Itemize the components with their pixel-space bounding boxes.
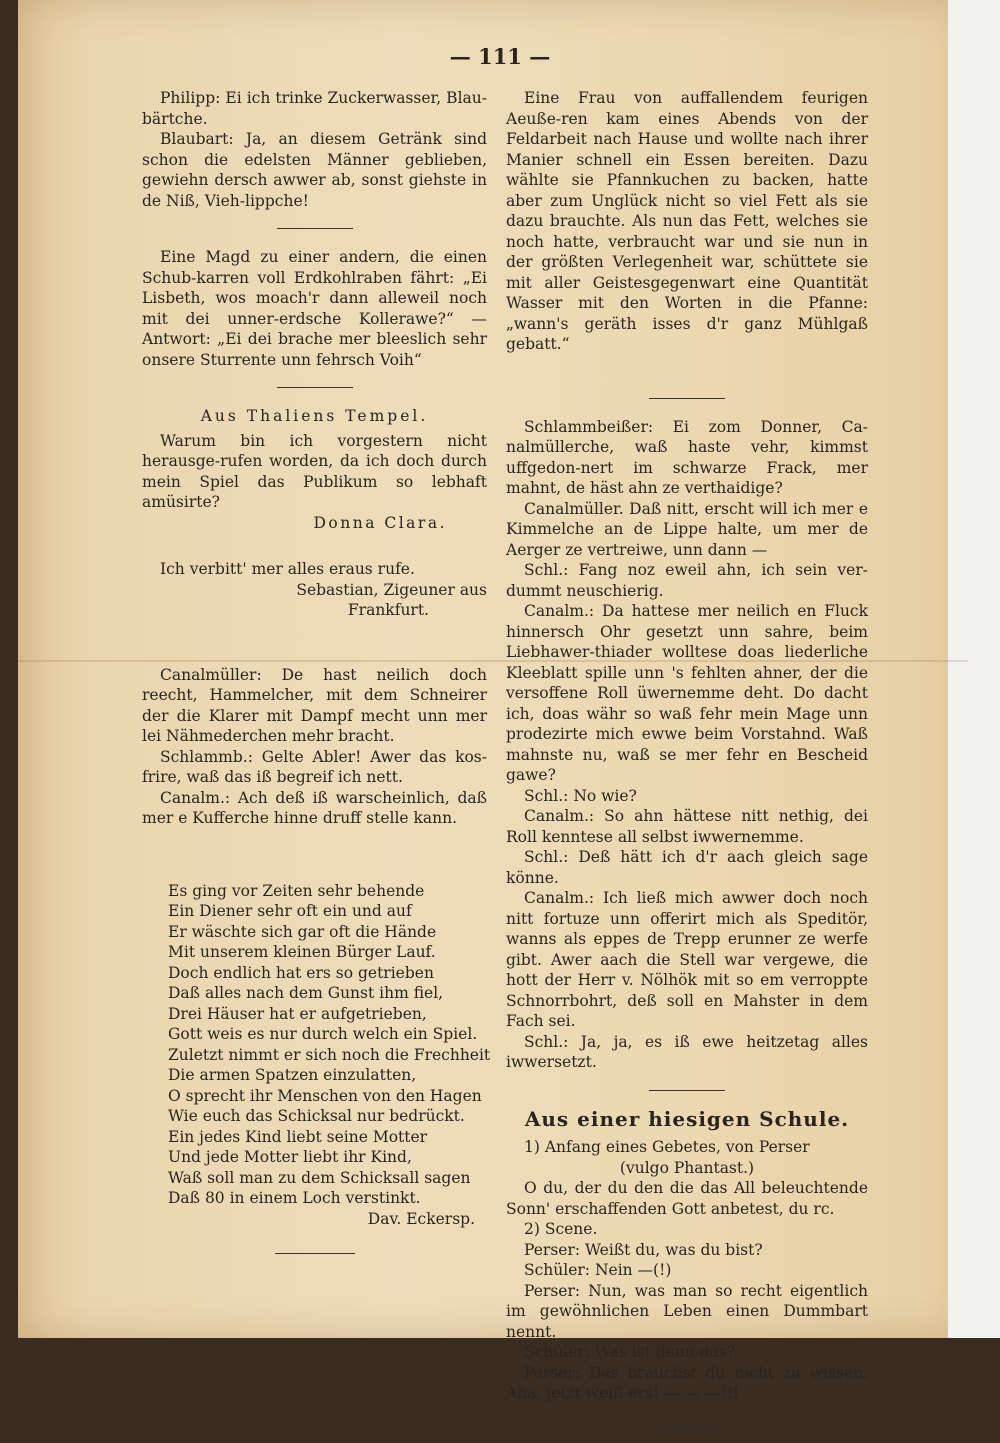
school-prayer: O du, der du den die das All beleuchtende Sonn' erschaffenden Gott anbetest, du rc. — [506, 1179, 868, 1218]
school-item-note: (vulgo Phantast.) — [619, 1158, 755, 1177]
thalia-text: Warum bin ich vorgestern nicht herausge-rufen worden, da ich doch durch mein Spiel das Publikum so lebhaft amüsirte? — [142, 431, 487, 511]
page-number: — 111 — — [449, 44, 551, 69]
poem — [168, 881, 491, 1209]
dialog-line: Canalmüller: De hast neilich doch reecht, Hammelcher, mit dem Schneirer der die Klarer mit Dampf mecht unn mer lei Nähmederchen mehr bracht. — [142, 665, 487, 745]
section-divider — [649, 398, 725, 399]
signature: Dav. Eckersp. — [367, 1209, 475, 1228]
section-divider — [277, 387, 353, 388]
section-divider — [277, 228, 353, 229]
poem-line: Es ging vor Zeiten sehr behende — [168, 881, 425, 900]
magd-anecdote: Eine Magd zu einer andern, die einen Schub-karren voll Erdkohlraben fährt: „Ei Lisbeth, wos moach'r dann alleweil noch mit dei unner-erdsche Kollerawe?“ — Antwort: „Ei dei brache mer bleeslich sehr onsere Sturrente unn fehrsch Voih“ — [142, 248, 487, 369]
dialog-line: Perser: Nun, was man so recht eigentlich im gewöhnlichen Leben einen Dummbart nennt. — [506, 1281, 868, 1341]
section-divider — [275, 1253, 355, 1254]
section-divider — [649, 1090, 725, 1091]
dialog-line: Canalm.: Ach deß iß warscheinlich, daß mer e Kufferche hinne druff stelle kann. — [142, 788, 487, 827]
poem-line: Daß 80 in einem Loch verstinkt. — [168, 1189, 421, 1207]
poem-line: O sprecht ihr Menschen von den Hagen — [168, 1086, 482, 1105]
dialog-line: Schlammbeißer: Ei zom Donner, Ca-nalmüllerche, waß haste vehr, kimmst uffgedon-nert im schwarze Frack, mer mahnt, de häst ahn ze verthaidige? — [506, 417, 868, 497]
dialog-line: Schüler: Was ist denn das? — [524, 1343, 736, 1361]
dialog-line: Canalm.: So ahn hättese nitt nethig, dei Roll kenntese all selbst iwwernemme. — [506, 807, 868, 846]
poem-line: Waß soll man zu dem Schicksall sagen — [168, 1168, 471, 1187]
section-heading: Aus einer hiesigen Schule. — [524, 1106, 850, 1131]
dialog-line: Perser: Weißt du, was du bist? — [524, 1240, 763, 1259]
poem-line: Daß alles nach dem Gunst ihm fiel, — [168, 984, 444, 1002]
dialog-line: Philipp: Ei ich trinke Zuckerwasser, Blau-bärtche. — [142, 89, 487, 128]
poem-line: Ein Diener sehr oft ein und auf — [168, 902, 412, 920]
dialog-line: Schl.: Fang noz eweil ahn, ich sein ver-dummt neuschierig. — [506, 561, 868, 600]
frau-anecdote: Eine Frau von auffallendem feurigen Aeuße-ren kam eines Abends von der Feldarbeit nach Hause und wollte nach ihrer Manier schnell ein Essen bereiten. Dazu wählte sie Pfannkuchen zu backen, hatte aber zum Unglück nicht so viel Fett als sie dazu brauchte. Als nun das Fett, welches sie noch hatte, verbraucht war und sie nun in der größten Verlegenheit war, schüttete sie mit aller Geistesgegenwart eine Quantität Wasser mit den Worten in die Pfanne: „wann's geräth isses d'r ganz Mühlgaß gebatt.“ — [506, 89, 868, 353]
dialog-line: Canalm.: Ich ließ mich awwer doch noch nitt fortuze unn offerirt mich als Speditör, wanns als eppes de Trepp erunner ze werfe gibt. Awer aach die Stell war vergewe, die hott der Herr v. Nölhök mit so em verroppte Schnorrbohrt, deß soll en Mahster in dem Fach sei. — [506, 889, 868, 1030]
poem-line: Gott weis es nur durch welch ein Spiel. — [168, 1025, 478, 1043]
section-divider — [649, 1424, 725, 1425]
dialog-line: Schüler: Nein —(!) — [524, 1261, 672, 1279]
poem-line: Die armen Spatzen einzulatten, — [168, 1066, 417, 1084]
dialog-line: Schl.: No wie? — [524, 786, 637, 805]
poem-line: Und jede Motter liebt ihr Kind, — [168, 1148, 412, 1166]
poem-line: Drei Häuser hat er aufgetrieben, — [168, 1004, 427, 1023]
poem-line: Ein jedes Kind liebt seine Motter — [168, 1127, 428, 1146]
left-column — [142, 88, 491, 1272]
right-column — [506, 88, 868, 1443]
dialog-line: Blaubart: Ja, an diesem Getränk sind schon die edelsten Männer geblieben, gewiehn dersch awwer ab, sonst giehste in de Niß, Vieh-lippche! — [142, 130, 487, 210]
dialog-line: Canalm.: Da hattese mer neilich en Fluck hinnersch Ohr gesetzt unn sahre, beim Liebhawer-thiader wolltese doas liederliche Kleeblatt spille unn 's fehlten ahner, der die versoffene Roll üwernemme deht. Do dacht ich, doas währ so waß fehr mein Mage unn prodezirte mich ewwe beim Vorstahnd. Waß mahnste nu, waß se mer fehr en Bescheid gawe? — [506, 602, 868, 784]
zigeuner-text: Ich verbitt' mer alles eraus rufe. — [160, 560, 415, 578]
section-heading: Aus Thaliens Tempel. — [200, 407, 429, 425]
signature: Donna Clara. — [313, 513, 447, 532]
dialog-line: Perser: Das brauchst du nicht zu wissen. Aha, jetzt weiß ers! — — —!!! — [506, 1363, 868, 1402]
school-item: 2) Scene. — [524, 1220, 598, 1238]
dialog-line: Schl.: Ja, ja, es iß ewe heitzetag alles iwwersetzt. — [506, 1032, 868, 1071]
poem-line: Mit unserem kleinen Bürger Lauf. — [168, 943, 436, 961]
signature: Sebastian, Zigeuner aus — [296, 580, 487, 599]
poem-line: Wie euch das Schicksal nur bedrückt. — [168, 1107, 465, 1125]
poem-line: Er wäschte sich gar oft die Hände — [168, 922, 437, 941]
dialog-line: Schlammb.: Gelte Abler! Awer das kos-frire, waß das iß begreif ich nett. — [142, 747, 487, 786]
poem-line: Zuletzt nimmt er sich noch die Frechheit — [168, 1045, 491, 1064]
dialog-line: Schl.: Deß hätt ich d'r aach gleich sage könne. — [506, 848, 868, 887]
school-item: 1) Anfang eines Gebetes, von Perser — [524, 1138, 810, 1156]
poem-line: Doch endlich hat ers so getrieben — [168, 963, 434, 982]
page-margin — [948, 0, 1000, 1338]
signature: Frankfurt. — [347, 601, 429, 619]
dialog-line: Canalmüller. Daß nitt, erscht will ich mer e Kimmelche an de Lippe halte, um mer de Aerger ze vertreiwe, unn dann — — [506, 499, 868, 559]
